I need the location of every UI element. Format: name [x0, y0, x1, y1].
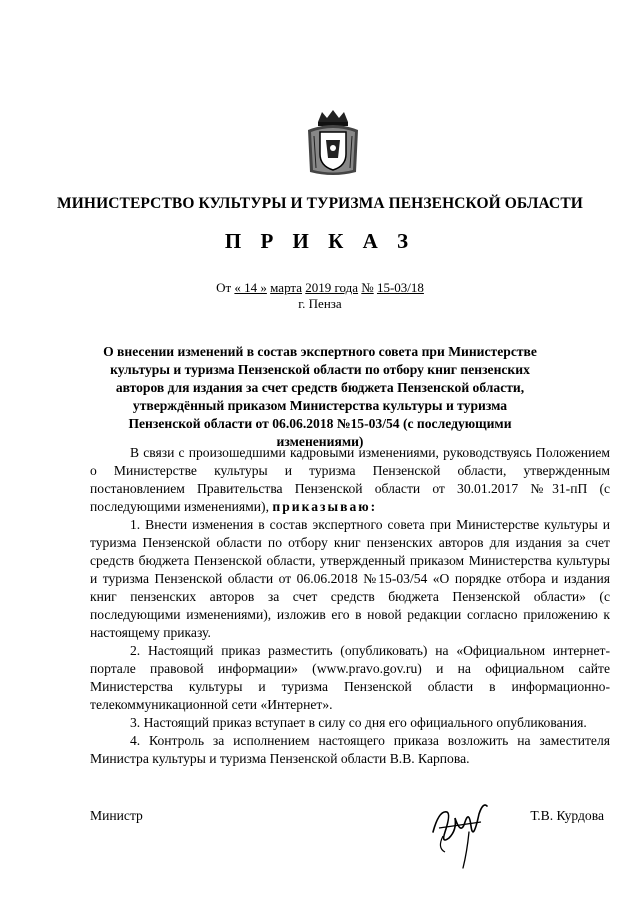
order-body	[90, 444, 610, 768]
order-date-line	[0, 280, 640, 296]
order-subject: О внесении изменений в состав экспертного совета при Министерстве культуры и туризма Пензенской области по отбору книг пензенских авторов для издания за счет средств бюджета Пензенской области, утверждённый приказом Министерства культуры и туризма Пензенской области от 06.06.2018 №15-03/54 (с последующими изменениями)	[103, 344, 537, 449]
intro-text: В связи с произошедшими кадровыми изменениями, руководствуясь Положением о Министерстве культуры и туризма Пензенской области, утвержденным постановлением Правительства Пензенской области от 30.01.2017 №31-пП (с последующими изменениями),	[90, 445, 610, 514]
handwritten-signature	[425, 792, 495, 872]
city: г. Пенза	[298, 296, 342, 311]
coat-of-arms-icon	[304, 108, 362, 178]
order-item: 4. Контроль за исполнением настоящего приказа возложить на заместителя Министра культуры и туризма Пензенской области В.В. Карпова.	[90, 733, 610, 766]
date-day: « 14 »	[234, 280, 267, 295]
order-number: 15-03/18	[376, 280, 424, 295]
ministry-name: МИНИСТЕРСТВО КУЛЬТУРЫ И ТУРИЗМА ПЕНЗЕНСКОЙ ОБЛАСТИ	[57, 195, 583, 212]
date-prefix: От	[216, 280, 232, 295]
order-item: 3. Настоящий приказ вступает в силу со дня его официального опубликования.	[130, 715, 587, 730]
intro-paragraph	[90, 444, 610, 516]
order-title: П Р И К А З	[224, 229, 416, 253]
date-month: марта	[270, 280, 303, 295]
signatory-name: Т.В. Курдова	[530, 808, 604, 823]
order-item: 2. Настоящий приказ разместить (опубликовать) на «Официальном интернет-портале правовой информации» (www.pravo.gov.ru) и на официальном сайте Министерства культуры и туризма Пензенской области в информационно-телекоммуникационной сети «Интернет».	[90, 643, 610, 712]
number-prefix: №	[361, 280, 374, 295]
date-year: 2019 года	[305, 280, 359, 295]
signatory-title: Министр	[90, 808, 143, 823]
order-item: 1. Внести изменения в состав экспертного совета при Министерстве культуры и туризма Пензенской области по отбору книг пензенских авторов для издания за счет средств бюджета Пензенской области, утвержденный приказом Министерства культуры и туризма Пензенской области от 06.06.2018 №15-03/54 «О порядке отбора и издания книг пензенских авторов за счет средств бюджета Пензенской области» (с последующими изменениями), изложив его в новой редакции согласно приложению к настоящему приказу.	[90, 517, 610, 640]
order-word: приказываю:	[272, 499, 378, 514]
